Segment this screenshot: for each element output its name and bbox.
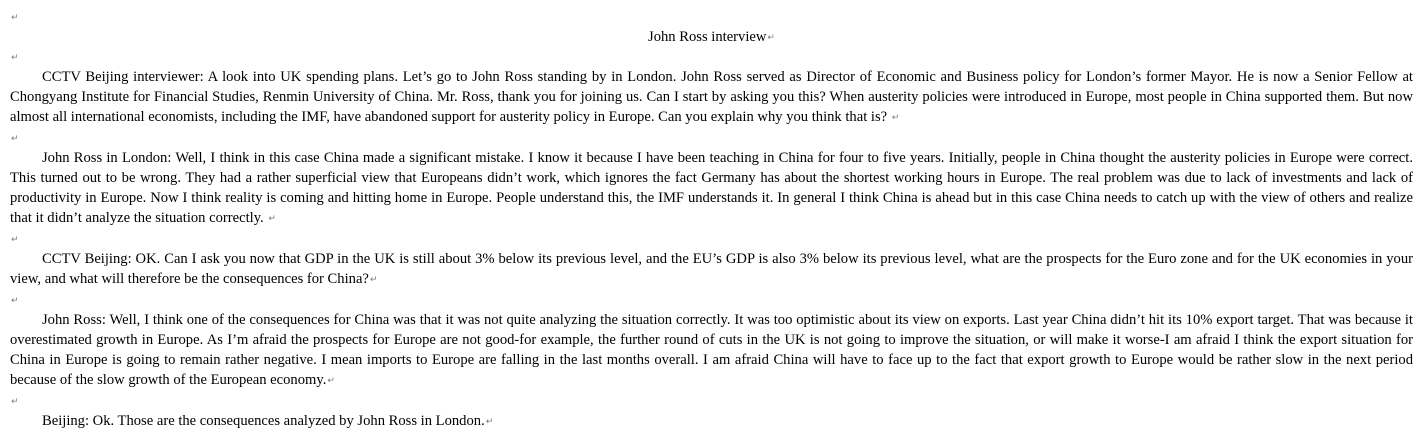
paragraph-interviewer-intro[interactable] bbox=[10, 67, 1413, 128]
paragraph-ross-answer-1[interactable] bbox=[10, 148, 1413, 229]
paragraph-mark-icon: ↵ bbox=[11, 235, 19, 245]
paragraph-ross-answer-2[interactable] bbox=[10, 310, 1413, 391]
paragraph-mark-icon: ↵ bbox=[11, 296, 19, 306]
paragraph-closing[interactable] bbox=[10, 411, 1413, 432]
paragraph-mark-icon: ↵ bbox=[327, 376, 335, 386]
paragraph-interviewer-question-2[interactable] bbox=[10, 249, 1413, 290]
paragraph-mark-icon: ↵ bbox=[11, 134, 19, 144]
paragraph-text: CCTV Beijing: OK. Can I ask you now that GDP in the UK is still about 3% below its previous level, and the EU’s GDP is also 3% below its previous level, what are the prospects for the Euro zone and for the UK economies in your view, and what will therefore be the consequences for China? bbox=[10, 251, 1413, 287]
paragraph-mark-icon: ↵ bbox=[11, 13, 19, 23]
paragraph-text: John Ross in London: Well, I think in this case China made a significant mistake. I know it because I have been teaching in China for four to five years. Initially, people in China thought the austerity policies in Europe were correct. This turned out to be wrong. They had a rather superficial view that Europeans didn’t work, which ignores the fact Germany has about the shortest working hours in Europe. The real problem was due to lack of investments and lack of productivity in Europe. Now I think reality is coming and hitting home in Europe. People understand this, the IMF understands it. In general I think China is ahead but in this case China needs to catch up with the view of others and realize that it didn’t analyze the situation correctly. bbox=[10, 150, 1413, 226]
paragraph-mark-icon: ↵ bbox=[268, 214, 276, 224]
empty-paragraph bbox=[10, 229, 1413, 249]
paragraph-mark-icon: ↵ bbox=[767, 33, 775, 43]
document-body bbox=[10, 7, 1413, 432]
empty-paragraph bbox=[10, 290, 1413, 310]
paragraph-mark-icon: ↵ bbox=[485, 417, 494, 427]
empty-paragraph bbox=[10, 7, 1413, 27]
paragraph-mark-icon: ↵ bbox=[891, 113, 900, 123]
paragraph-mark-icon: ↵ bbox=[369, 275, 378, 285]
empty-paragraph bbox=[10, 391, 1413, 411]
title-text: John Ross interview bbox=[648, 29, 767, 45]
paragraph-text: John Ross: Well, I think one of the consequences for China was that it was not quite analyzing the situation correctly. It was too optimistic about its view on exports. Last year China didn’t hit its 10% export target. That was because it overestimated growth in Europe. As I’m afraid the prospects for Europe are not good-for example, the further round of cuts in the UK is not going to improve the situation, or will make it worse-I am afraid I think the export situation for China in Europe is going to remain rather negative. I mean imports to Europe are falling in the last months overall. I am afraid China will have to face up to the fact that export growth to Europe would be rather slow in the next period because of the slow growth of the European economy. bbox=[10, 312, 1413, 388]
empty-paragraph bbox=[10, 128, 1413, 148]
paragraph-mark-icon: ↵ bbox=[11, 397, 19, 407]
paragraph-text: CCTV Beijing interviewer: A look into UK spending plans. Let’s go to John Ross standing by in London. John Ross served as Director of Economic and Business policy for London’s former Mayor. He is now a Senior Fellow at Chongyang Institute for Financial Studies, Renmin University of China. Mr. Ross, thank you for joining us. Can I start by asking you this? When austerity policies were introduced in Europe, most people in China supported them. But now almost all international economists, including the IMF, have abandoned support for austerity policy in Europe. Can you explain why you think that is? bbox=[10, 69, 1413, 125]
empty-paragraph bbox=[10, 47, 1413, 67]
document-title[interactable] bbox=[10, 27, 1413, 47]
paragraph-text: Beijing: Ok. Those are the consequences analyzed by John Ross in London. bbox=[42, 413, 485, 429]
paragraph-mark-icon: ↵ bbox=[11, 53, 19, 63]
